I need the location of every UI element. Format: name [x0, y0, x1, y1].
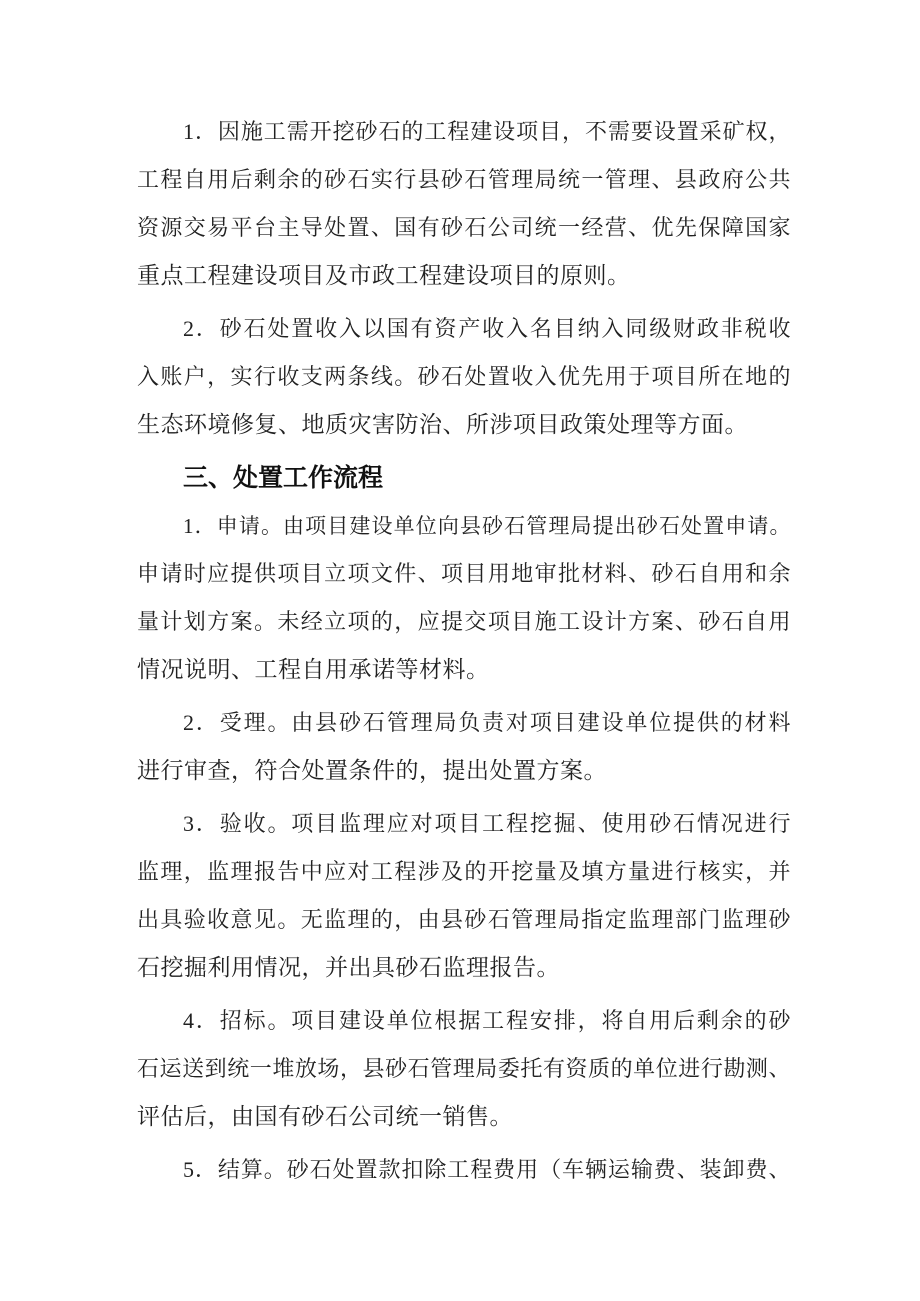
text-line: 1．申请。由项目建设单位向县砂石管理局提出砂石处置申请。: [183, 514, 791, 538]
text-line: 监理，监理报告中应对工程涉及的开挖量及填方量进行核实，并: [137, 859, 791, 884]
text-line: 进行审查，符合处置条件的，提出处置方案。: [137, 758, 607, 783]
text-line: 量计划方案。未经立项的，应提交项目施工设计方案、砂石自用: [137, 609, 791, 634]
text-line: 2．受理。由县砂石管理局负责对项目建设单位提供的材料: [183, 710, 791, 735]
paragraph: [137, 305, 791, 449]
paragraph: [137, 108, 791, 300]
paragraph: [137, 502, 791, 694]
paragraph: [137, 997, 791, 1141]
text-line: 情况说明、工程自用承诺等材料。: [137, 657, 490, 682]
paragraph: [137, 1146, 791, 1194]
text-line: 石运送到统一堆放场，县砂石管理局委托有资质的单位进行勘测、: [137, 1056, 791, 1081]
text-line: 3．验收。项目监理应对项目工程挖掘、使用砂石情况进行: [183, 811, 791, 836]
text-line: 出具验收意见。无监理的，由县砂石管理局指定监理部门监理砂: [137, 907, 791, 932]
text-line: 资源交易平台主导处置、国有砂石公司统一经营、优先保障国家: [137, 215, 791, 240]
text-line: 4．招标。项目建设单位根据工程安排，将自用后剩余的砂: [183, 1008, 791, 1033]
text-line: 入账户，实行收支两条线。砂石处置收入优先用于项目所在地的: [137, 364, 791, 389]
text-line: 评估后，由国有砂石公司统一销售。: [137, 1104, 513, 1129]
text-line: 工程自用后剩余的砂石实行县砂石管理局统一管理、县政府公共: [137, 167, 791, 192]
text-line: 5．结算。砂石处置款扣除工程费用（车辆运输费、装卸费、: [183, 1157, 791, 1182]
text-line: 申请时应提供项目立项文件、项目用地审批材料、砂石自用和余: [137, 561, 791, 586]
text-line: 生态环境修复、地质灾害防治、所涉项目政策处理等方面。: [137, 412, 748, 437]
paragraph: [137, 800, 791, 992]
text-line: 1．因施工需开挖砂石的工程建设项目，不需要设置采矿权，: [183, 119, 791, 144]
section-heading: 三、处置工作流程: [183, 464, 384, 492]
text-line: 2．砂石处置收入以国有资产收入名目纳入同级财政非税收: [183, 316, 791, 341]
paragraph: [137, 699, 791, 795]
text-line: 石挖掘利用情况，并出具砂石监理报告。: [137, 955, 560, 980]
text-line: 重点工程建设项目及市政工程建设项目的原则。: [137, 263, 631, 288]
